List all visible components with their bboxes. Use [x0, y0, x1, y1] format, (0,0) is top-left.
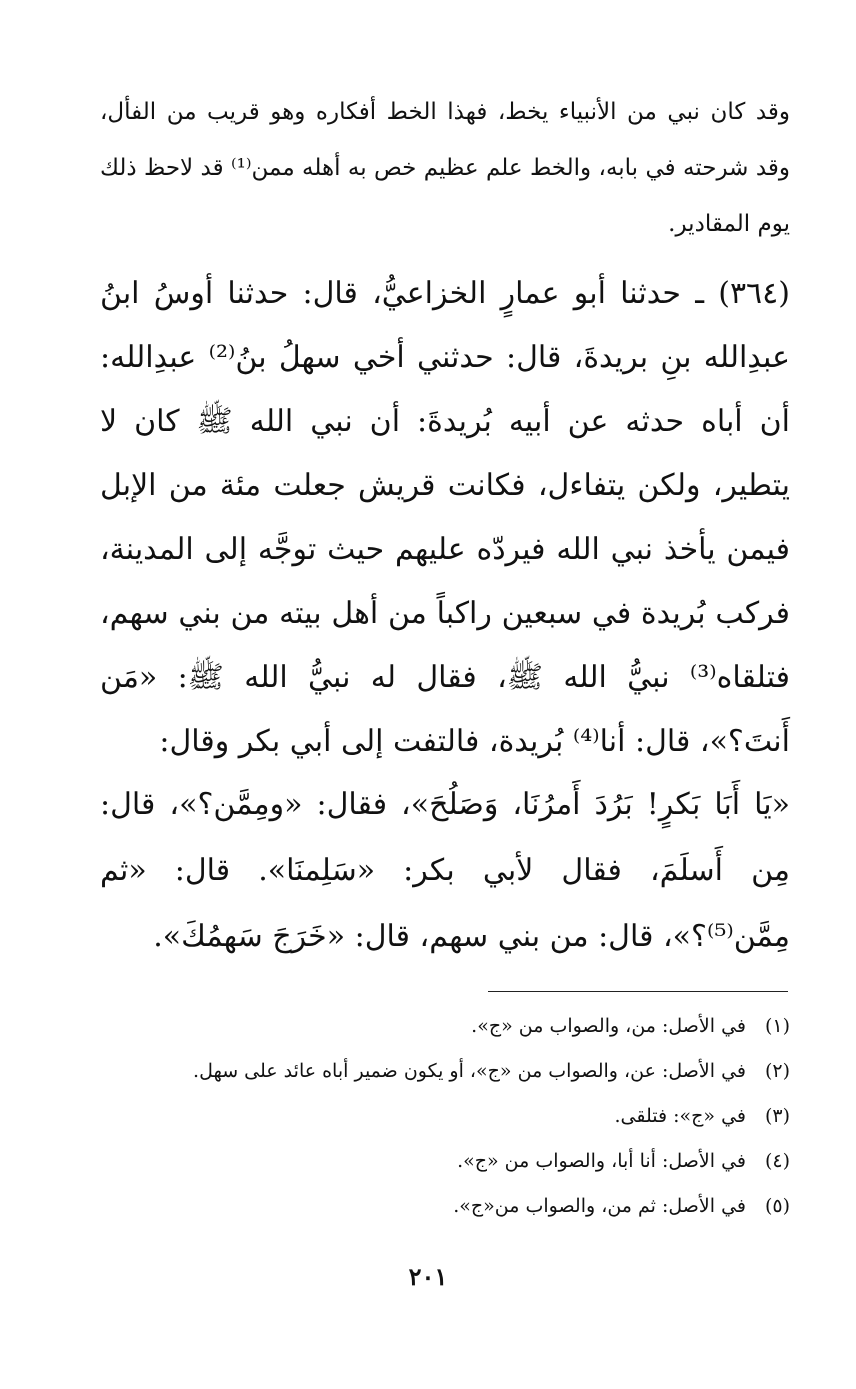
- intro-paragraph: وقد كان نبي من الأنبياء يخط، فهذا الخط أفكاره وهو قريب من الفأل، وقد شرحته في بابه، والخط علم عظيم خص به أهله ممن⁽¹⁾ قد لاحظ ذلك يوم المقادير.: [100, 99, 790, 237]
- footnote-item: [100, 1184, 790, 1229]
- footnote-divider: [488, 991, 788, 992]
- footnote-text: في الأصل: أنا أبا، والصواب من «ج».: [457, 1150, 746, 1172]
- hadith-paragraph: (٣٦٤) ـ حدثنا أبو عمارٍ الخزاعيُّ، قال: حدثنا أوسُ ابنُ عبدِالله بنِ بريدةَ، قال: حدثني أخي سهلُ بنُ⁽²⁾ عبدِالله: أن أباه حدثه عن أبيه بُريدةَ: أن نبي الله ﷺ كان لا يتطير، ولكن يتفاءل، فكانت قريش جعلت مئة من الإبل فيمن يأخذ نبي الله فيردّه عليهم حيث توجَّه إلى المدينة، فركب بُريدة في سبعين راكباً من أهل بيته من بني سهم، فتلقاه⁽³⁾ نبيُّ الله ﷺ، فقال له نبيُّ الله ﷺ: «مَن أَنتَ؟»، قال: أنا⁽⁴⁾ بُريدة، فالتفت إلى أبي بكر وقال:: [100, 276, 791, 759]
- footnote-number: (٣): [764, 1105, 790, 1127]
- page-number: ٢٠١: [408, 1262, 448, 1291]
- footnote-item: [100, 1139, 790, 1184]
- footnote-number: (٢): [764, 1060, 790, 1082]
- footnote-item: [100, 1049, 790, 1094]
- footnote-number: (٤): [764, 1150, 790, 1172]
- quote-paragraph: «يَا أَبَا بَكرٍ! بَرُدَ أَمرُنَا، وَصَلُحَ»، فقال: «ومِمَّن؟»، قال: مِن أَسلَمَ، فقال لأبي بكر: «سَلِمنَا». قال: «ثم مِمَّن⁽⁵⁾؟»، قال: من بني سهم، قال: «خَرَجَ سَهمُكَ».: [100, 787, 790, 954]
- footnote-text: في الأصل: من، والصواب من «ج».: [471, 1015, 746, 1037]
- footnote-text: في الأصل: ثم من، والصواب من«ج».: [453, 1195, 746, 1217]
- footnote-text: في الأصل: عن، والصواب من «ج»، أو يكون ضمير أباه عائد على سهل.: [193, 1060, 746, 1082]
- footnote-item: [100, 1094, 790, 1139]
- footnote-number: (١): [764, 1015, 790, 1037]
- footnote-number: (٥): [764, 1195, 790, 1217]
- footnotes-list: [100, 1004, 790, 1229]
- footnote-text: في «ج»: فتلقى.: [614, 1105, 746, 1127]
- footnote-item: [100, 1004, 790, 1049]
